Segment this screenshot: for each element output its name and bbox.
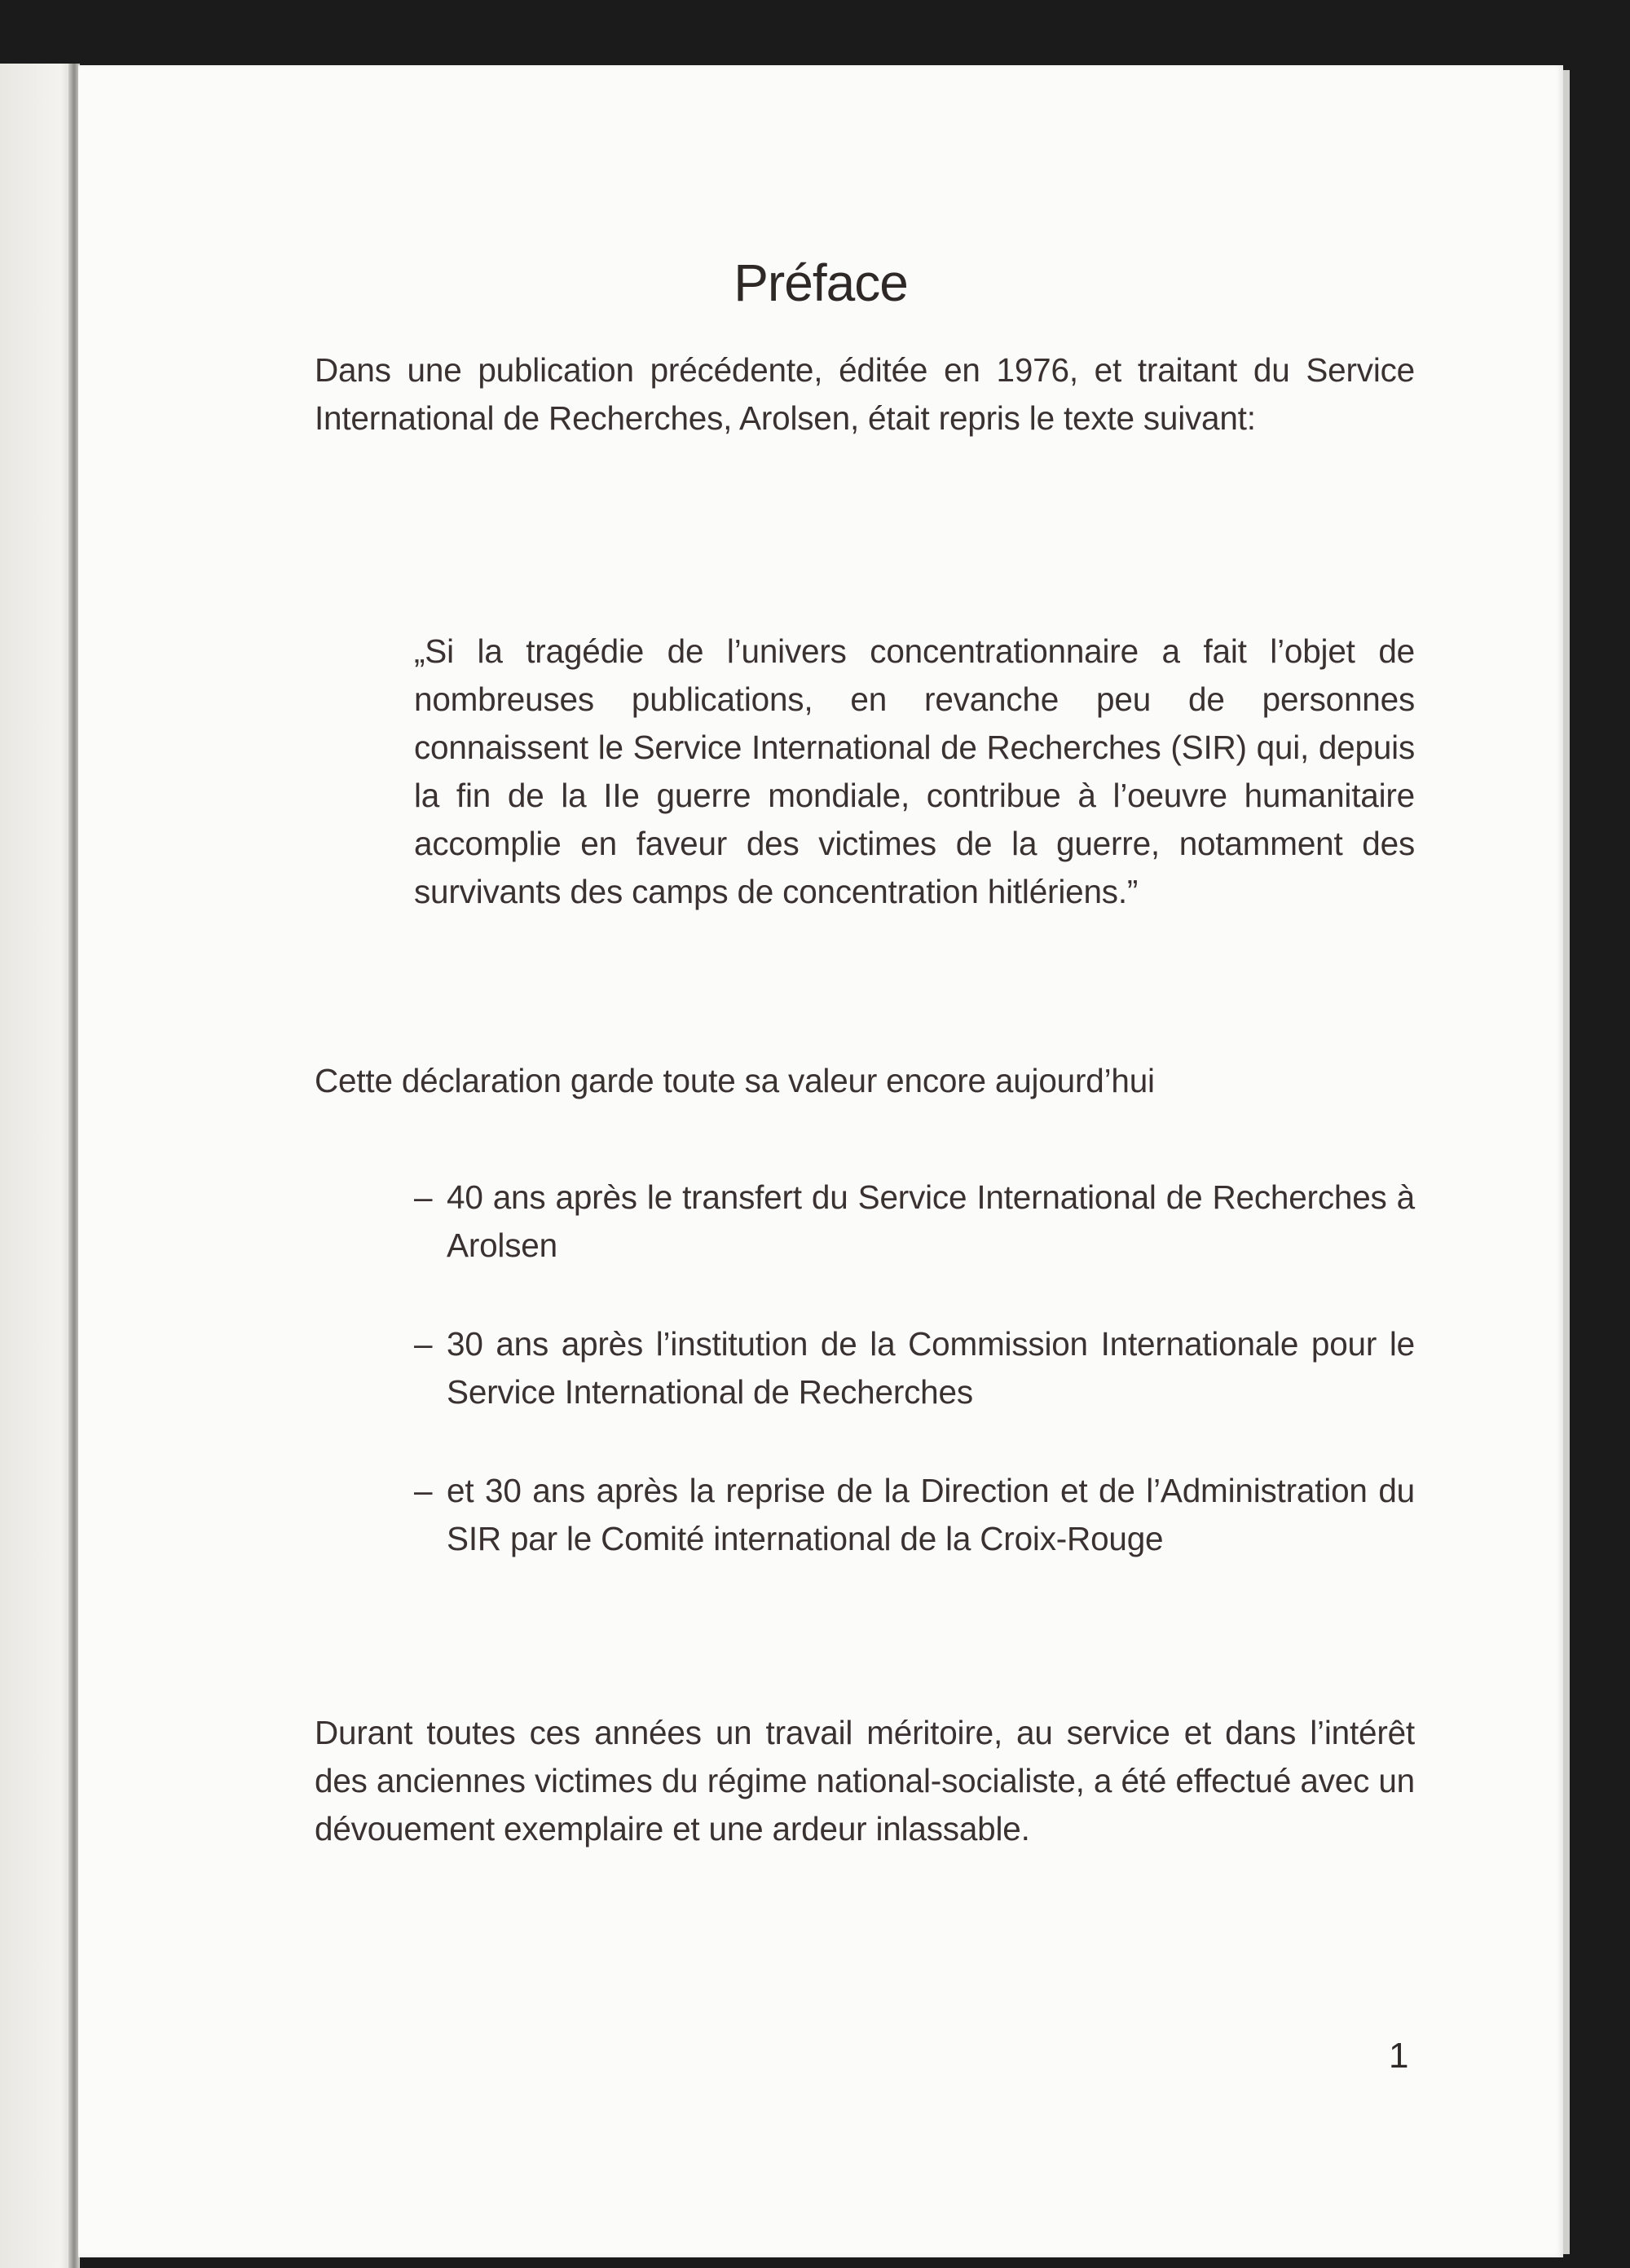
facing-page-edge — [0, 64, 75, 2268]
document-page — [78, 65, 1563, 2257]
list-item — [414, 1320, 1415, 1416]
list-item — [414, 1174, 1415, 1270]
list-item — [414, 1467, 1415, 1563]
list-dash: – — [414, 1178, 433, 1216]
list-item-text: 30 ans après l’institution de la Commission Internationale pour le Service International de Recherches — [447, 1325, 1415, 1411]
page-edge — [1563, 70, 1570, 2254]
page-title: Préface — [734, 253, 908, 312]
list-item-text: et 30 ans après la reprise de la Direction et de l’Administration du SIR par le Comité international de la Croix-Rouge — [447, 1472, 1415, 1557]
list-item-text: 40 ans après le transfert du Service International de Recherches à Arolsen — [447, 1178, 1415, 1264]
list-dash: – — [414, 1325, 433, 1363]
quoted-passage: „Si la tragédie de l’univers concentrationnaire a fait l’objet de nombreuses publications, en revanche peu de personnes connaissent le Service International de Recherches (SIR) qui, depuis la fin de la IIe guerre mondiale, contribue à l’oeuvre humanitaire accomplie en faveur des victimes de la guerre, notamment des survivants des camps de concentration hitlériens.” — [414, 632, 1415, 910]
declaration-paragraph: Cette déclaration garde toute sa valeur encore aujourd’hui — [315, 1062, 1155, 1099]
page-number: 1 — [1389, 2036, 1409, 2076]
anniversary-list — [414, 1174, 1415, 1614]
list-dash: – — [414, 1472, 433, 1509]
intro-paragraph: Dans une publication précédente, éditée en 1976, et traitant du Service International de Recherches, Arolsen, était repris le texte suivant: — [315, 351, 1415, 437]
closing-paragraph: Durant toutes ces années un travail méritoire, au service et dans l’intérêt des anciennes victimes du régime national-socialiste, a été effectué avec un dévouement exemplaire et une ardeur inlassable. — [315, 1714, 1415, 1847]
